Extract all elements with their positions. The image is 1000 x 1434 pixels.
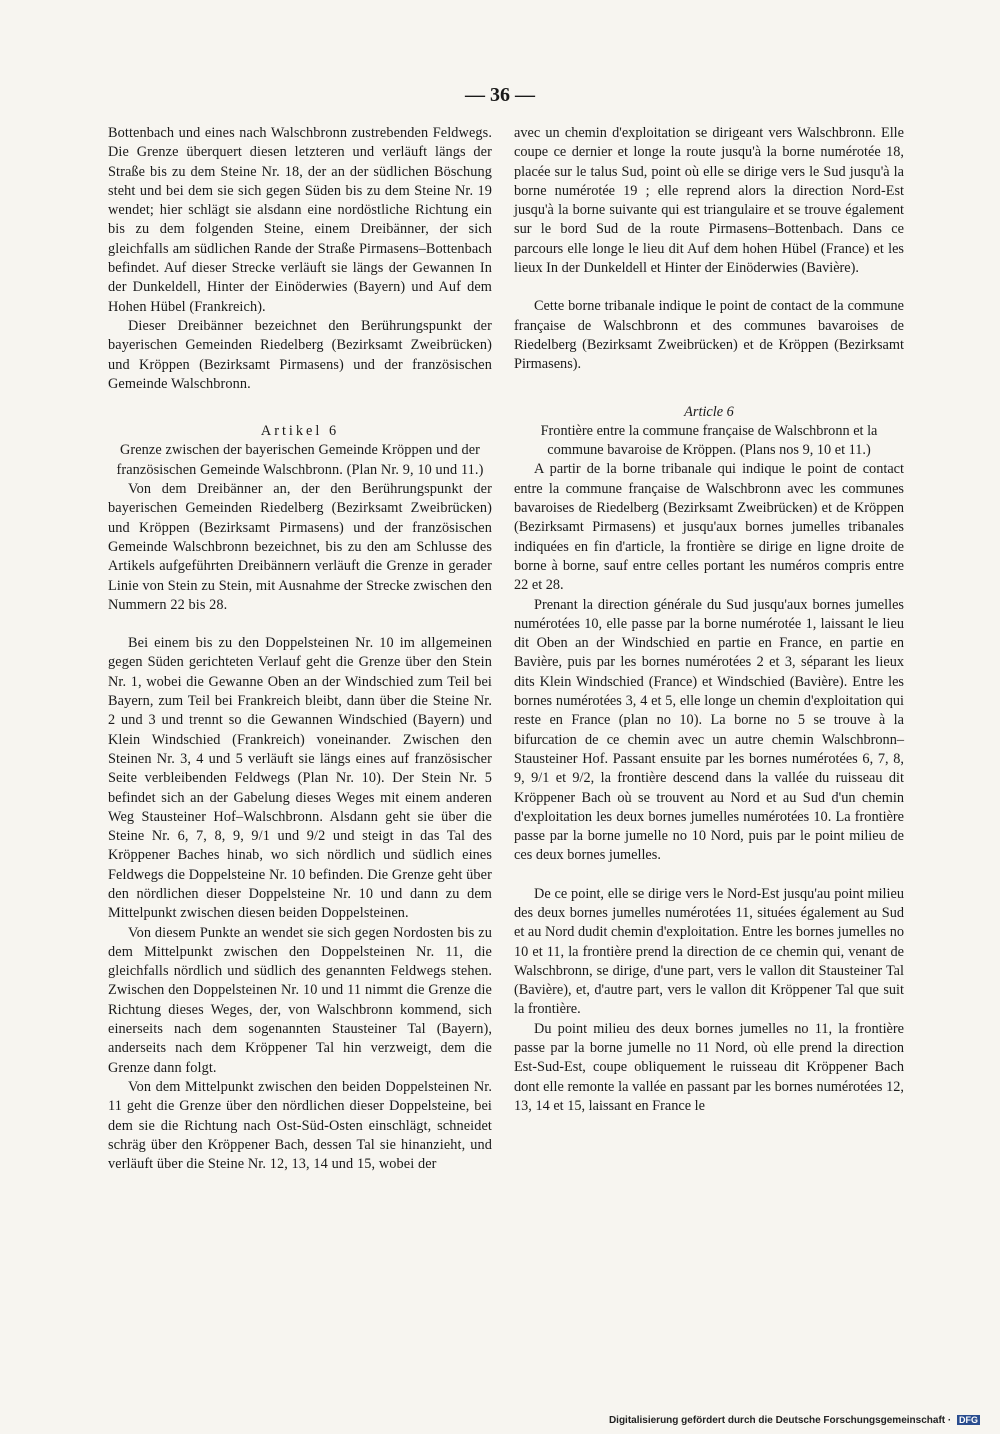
paragraph: Bei einem bis zu den Doppelsteinen Nr. 10 im allgemeinen gegen Süden gerichteten Verlauf geht die Grenze über den Stein Nr. 1, wobei die Gewanne Oben an der Windschied zum Teil bei Bayern, zum Teil bei Frankreich bleibt, dann über die Steine Nr. 2 und 3 und trennt so die Gewannen Windschied (Bayern) und Klein Windschied (Frankreich) voneinander. Zwischen den Steinen Nr. 3, 4 und 5 verläuft sie längs eines auf französischer Seite verbleibenden Feldwegs (Plan Nr. 10). Der Stein Nr. 5 befindet sich an der Gabelung dieses Weges mit einem anderen Weg Stausteiner Hof–Walschbronn. Alsdann geht sie über die Steine Nr. 6, 7, 8, 9, 9/1 und 9/2 und steigt in das Tal des Kröppener Baches hinab, wo sich nördlich und südlich eines Feldwegs die Doppelsteine Nr. 10 befinden. Die Grenze geht über den nördlichen dieser Doppelsteine Nr. 10 und dann zu dem Mittelpunkt zwischen diesen beiden Doppelsteinen. — [108, 635, 492, 922]
paragraph: Von dem Mittelpunkt zwischen den beiden Doppelsteinen Nr. 11 geht die Grenze über den nördlichen dieser Doppelsteine, bei dem sie die Richtung nach Ost-Süd-Osten einschlägt, schneidet schräg über den Kröppener Bach, dessen Tal sie hinanzieht, und verläuft über die Steine Nr. 12, 13, 14 und 15, wobei der — [108, 1078, 492, 1173]
footer-text: Digitalisierung gefördert durch die Deutsche Forschungsgemeinschaft · — [608, 1415, 952, 1426]
paragraph: A partir de la borne tribanale qui indique le point de contact entre la commune française de Walschbronn avec les communes bavaroises de Riedelberg (Bezirksamt Zweibrücken) et de Kröppen (Bezirksamt Pirmasens) et jusqu'aux bornes jumelles tribanales indiquées en fin d'article, la frontière se dirige en ligne droite de borne à borne, sauf entre celles portant les numéros compris entre 22 et 28. — [514, 461, 904, 594]
paragraph: De ce point, elle se dirige vers le Nord-Est jusqu'au point milieu des deux bornes jumelles numérotées 11, situées également au Sud et au Nord dudit chemin d'exploitation. Entre les bornes jumelles no 10 et 11, la frontière prend la direction de ce chemin qui, venant de Walschbronn, se dirige, d'une part, vers le vallon dit Stausteiner Tal (Bavière), et, d'autre part, vers le vallon dit Kröppener Tal que suit la frontière. — [514, 885, 904, 1018]
section-heading: Article 6 — [684, 403, 734, 420]
paragraph: Bottenbach und eines nach Walschbronn zustrebenden Feldwegs. Die Grenze überquert diesen letzteren und verläuft längs der Straße bis zu dem Steine Nr. 18, der an der südlichen Böschung steht und bei dem sie sich gegen Süden bis zu dem Steine Nr. 19 wendet; hier schlägt sie alsdann eine nordöstliche Richtung ein bis zu dem folgenden Steine, einem Dreibänner, der sich gleichfalls am südlichen Rande der Straße Pirmasens–Bottenbach befindet. Auf dieser Strecke verläuft sie längs der Gewannen In der Dunkeldell, Hinter der Einöderwies (Bayern) und Auf dem Hohen Hübel (Frankreich). — [108, 125, 492, 315]
paragraph: Dieser Dreibänner bezeichnet den Berührungspunkt der bayerischen Gemeinden Riedelberg (Bezirksamt Zweibrücken) und Kröppen (Bezirksamt Pirmasens) und der französischen Gemeinde Walschbronn. — [108, 317, 492, 392]
digitization-footer — [609, 1415, 980, 1426]
section-heading: Grenze zwischen der bayerischen Gemeinde Kröppen und der französischen Gemeinde Walschbronn. (Plan Nr. 9, 10 und 11.) — [116, 442, 484, 478]
section-heading: Artikel 6 — [260, 423, 340, 440]
paragraph: Du point milieu des deux bornes jumelles no 11, la frontière passe par la borne jumelle no 11 Nord, où elle prend la direction Est-Sud-Est, coupe obliquement le ruisseau dit Kröppener Bach dont elle remonte la vallée en passant par les bornes numérotées 12, 13, 14 et 15, laissant en France le — [514, 1020, 904, 1114]
page-number: — 36 — — [465, 84, 535, 106]
section-heading: Frontière entre la commune française de Walschbronn et la commune bavaroise de Kröppen. (Plans nos 9, 10 et 11.) — [540, 422, 878, 459]
french-column — [514, 124, 904, 1116]
paragraph: avec un chemin d'exploitation se dirigeant vers Walschbronn. Elle coupe ce dernier et longe la route jusqu'à la borne numérotée 18, placée sur le talus Sud, point où elle se dirige vers le Sud jusqu'à la borne numérotée 19 ; elle reprend alors la direction Nord-Est jusqu'à la borne suivante qui est triangulaire et se trouve également sur le bord Sud de la route Pirmasens–Bottenbach. Dans ce parcours elle longe le lieu dit Auf dem hohen Hübel (France) et les lieux In der Dunkeldell et Hinter der Einöderwies (Bavière). — [514, 125, 904, 277]
paragraph: Von dem Dreibänner an, der den Berührungspunkt der bayerischen Gemeinden Riedelberg (Bezirksamt Zweibrücken) und Kröppen (Bezirksamt Pirmasens) und der französischen Gemeinde Walschbronn bezeichnet, bis zu den am Schlusse des Artikels aufgeführten Dreibännern verläuft die Grenze in gerader Linie von Stein zu Stein, mit Ausnahme der Strecke zwischen den Nummern 22 bis 28. — [108, 481, 492, 613]
dfg-logo: DFG — [959, 1415, 978, 1425]
german-column — [108, 124, 492, 1174]
paragraph: Von diesem Punkte an wendet sie sich gegen Nordosten bis zu dem Mittelpunkt zwischen den Doppelsteinen Nr. 11, die gleichfalls nördlich und südlich des genannten Feldwegs stehen. Zwischen den Doppelsteinen Nr. 10 und 11 nimmt die Grenze die Richtung dieses Weges, der, von Walschbronn kommend, sich einerseits nach dem sogenannten Stausteiner Tal (Bayern), anderseits nach dem Kröppener Tal hin verzweigt, dem die Grenze dann folgt. — [108, 924, 492, 1076]
paragraph: Cette borne tribanale indique le point de contact de la commune française de Walschbronn et des communes bavaroises de Riedelberg (Bezirksamt Zweibrücken) et de Kröppen (Bezirksamt Pirmasens). — [514, 298, 904, 373]
paragraph: Prenant la direction générale du Sud jusqu'aux bornes jumelles numérotées 10, elle passe par la borne numérotée 1, laissant le lieu dit Oben an der Windschied en partie en France, en partie en Bavière, puis par les bornes numérotées 2 et 3, séparant les lieux dits Klein Windschied (France) et Windschied (Bavière). Entre les bornes numérotées 3, 4 et 5, elle longe un chemin d'exploitation qui reste en France (plan no 10). La borne no 5 se trouve à la bifurcation de ce chemin avec un autre chemin Walschbronn–Stausteiner Hof. Passant ensuite par les bornes numérotées 6, 7, 8, 9, 9/1 et 9/2, la frontière descend dans la vallée du ruisseau dit Kröppener Bach où se trouvent au Nord et au Sud d'un chemin d'exploitation les deux bornes jumelles numérotées 10. La frontière passe par la borne jumelle no 10 Nord, puis par le point milieu de ces deux bornes jumelles. — [514, 596, 904, 864]
